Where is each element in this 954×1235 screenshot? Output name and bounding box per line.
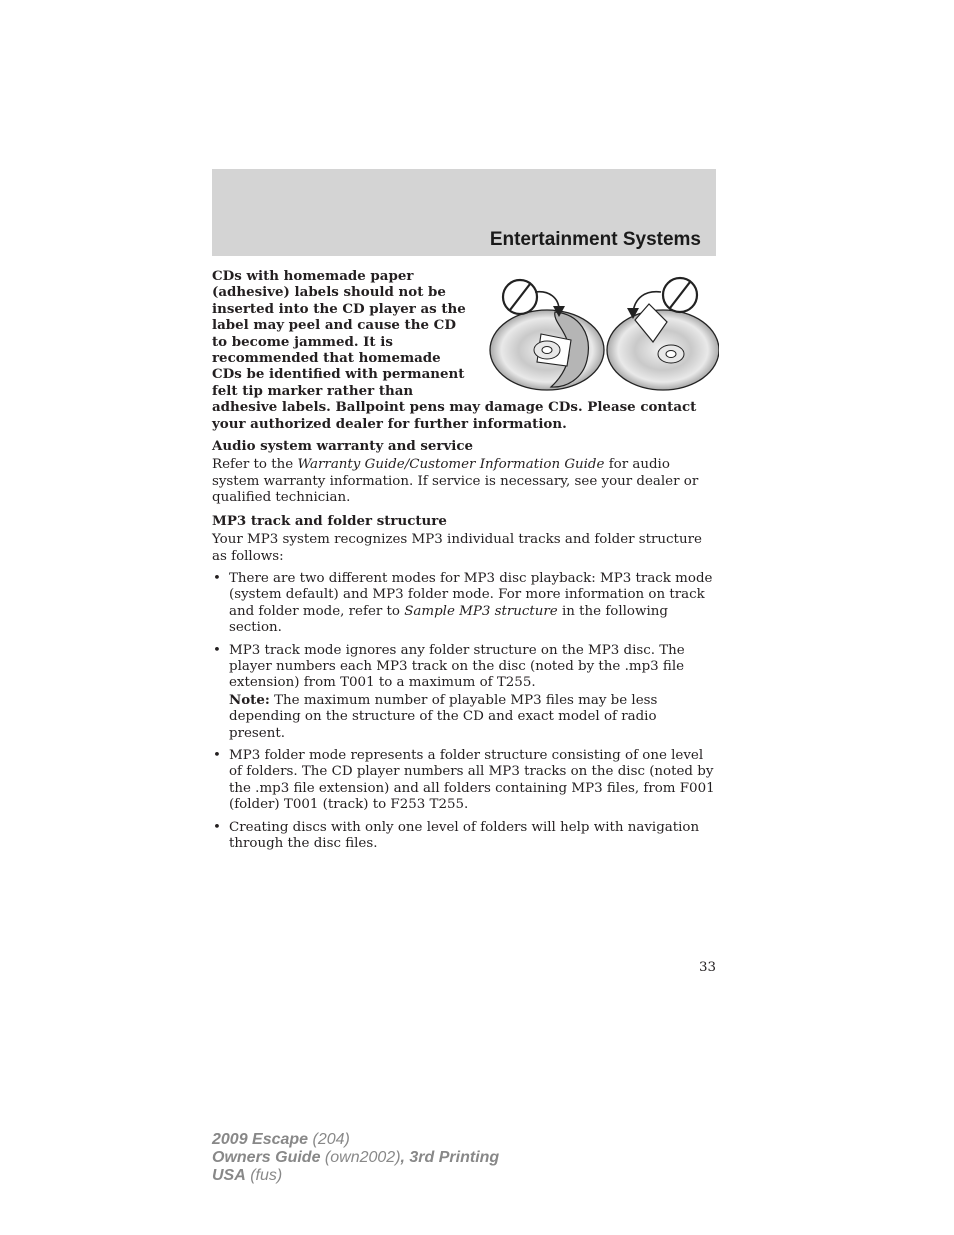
- bullet-icon: •: [213, 747, 221, 763]
- cd-label-warning: CDs with homemade paper (adhesive) labels should not be inserted into the CD player as the label may peel and cause the CD to become jammed. It is recommended that homemade CDs be identified with permanent felt tip marker rather than adhesive labels. Ballpoint pens may damage CDs. Please contact your authorized dealer for further information.: [212, 268, 697, 432]
- section-title: Entertainment Systems: [489, 229, 701, 250]
- section-header-band: [212, 169, 716, 256]
- bullet-icon: •: [213, 819, 221, 835]
- sample-structure-reference: Sample MP3 structure: [404, 603, 558, 619]
- mp3-bullet-list: [212, 571, 716, 853]
- note-text: The maximum number of playable MP3 files may be less depending on the structure of the CD and exact model of radio present.: [229, 692, 658, 741]
- list-item: • Creating discs with only one level of folders will help with navigation through the disc files.: [213, 819, 700, 851]
- list-item: • MP3 track mode ignores any folder structure on the MP3 disc. The player numbers each MP3 track on the disc (noted by the .mp3 file extension) from T001 to a maximum of T255. Note: The maximum number of playable MP3 files may be less depending on the structure of the CD and exact model of radio present.: [213, 642, 685, 741]
- no-adhesive-label-cd-icon: [483, 270, 719, 394]
- note-label: Note:: [229, 691, 270, 708]
- bullet-icon: •: [213, 642, 221, 658]
- labeled-disc: [607, 278, 719, 390]
- page-content: [212, 268, 716, 858]
- mp3-heading: MP3 track and folder structure: [212, 512, 447, 529]
- warranty-heading: Audio system warranty and service: [212, 438, 474, 455]
- document-footer: 2009 Escape (204) Owners Guide (own2002), 3rd Printing USA (fus): [212, 1131, 500, 1184]
- bullet-icon: •: [213, 570, 221, 586]
- peeling-label-disc: [490, 280, 604, 390]
- page-number: 33: [698, 960, 716, 975]
- warranty-guide-title: Warranty Guide/Customer Information Guide: [297, 457, 605, 473]
- list-item: • There are two different modes for MP3 disc playback: MP3 track mode (system default) and MP3 folder mode. For more information on track and folder mode, refer to Sample MP3 structure in the following section.: [213, 570, 713, 636]
- warranty-paragraph: Refer to the Warranty Guide/Customer Information Guide for audio system warranty information. If service is necessary, see your dealer or qualified technician.: [212, 457, 699, 506]
- list-item: • MP3 folder mode represents a folder structure consisting of one level of folders. The CD player numbers all MP3 tracks on the disc (noted by the .mp3 file extension) and all folders containing MP3 files, from F001 (folder) T001 (track) to F253 T255.: [213, 747, 715, 813]
- mp3-intro: Your MP3 system recognizes MP3 individual tracks and folder structure as follows:: [212, 532, 702, 564]
